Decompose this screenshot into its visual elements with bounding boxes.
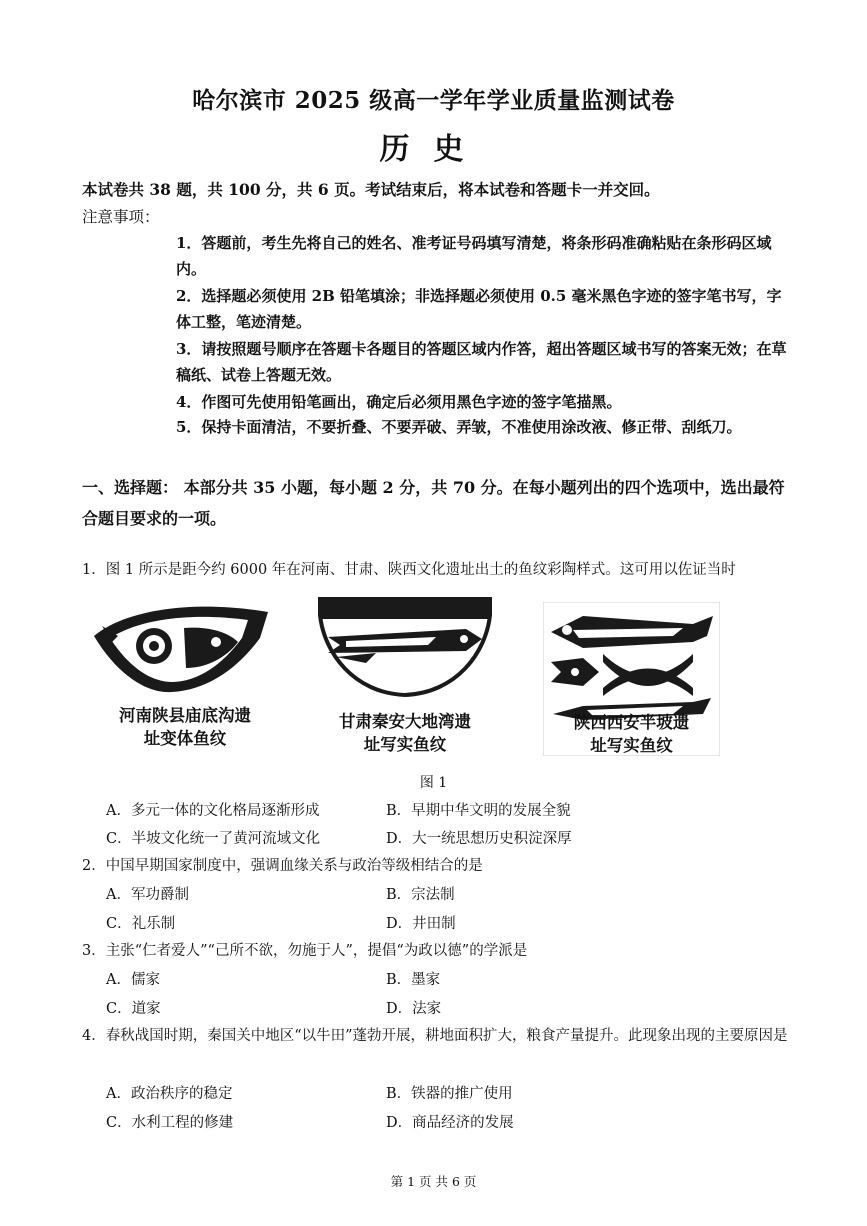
option-c: C．道家 [106, 1001, 161, 1017]
option-a: A．多元一体的文化格局逐渐形成 [106, 803, 320, 819]
fish-pattern-dadiwan-image [316, 593, 494, 701]
option-c: C．礼乐制 [106, 916, 176, 932]
caption-line: 址写实鱼纹 [590, 736, 673, 755]
figure-label: 图 1 [419, 775, 448, 791]
option-c: C．水利工程的修建 [106, 1115, 234, 1131]
option-d: D．商品经济的发展 [386, 1115, 514, 1131]
fish-pattern-miaodigou-image [88, 598, 274, 698]
option-b: B．宗法制 [386, 887, 455, 903]
option-d: D．井田制 [386, 916, 456, 932]
option-d: D．大一统思想历史积淀深厚 [386, 831, 572, 847]
figure-caption [543, 711, 720, 757]
note-item: 3．请按照题号顺序在答题卡各题目的答题区域内作答，超出答题区域书写的答案无效；在草稿纸、试卷上答题无效。 [176, 340, 787, 384]
option-a: A．军功爵制 [106, 887, 189, 903]
option-c: C．半坡文化统一了黄河流域文化 [106, 831, 321, 847]
exam-intro: 本试卷共 38 题，共 100 分，共 6 页。考试结束后，将本试卷和答题卡一并交回。 [82, 180, 660, 199]
caption-line: 址写实鱼纹 [363, 735, 447, 754]
figure-caption [320, 710, 490, 756]
option-a: A．儒家 [106, 972, 160, 988]
question-stem: 1．图 1 所示是距今约 6000 年在河南、甘肃、陕西文化遗址出土的鱼纹彩陶样式。这可用以佐证当时 [82, 562, 736, 578]
option-b: B．墨家 [386, 972, 441, 988]
figure-caption [100, 704, 270, 750]
option-a: A．政治秩序的稳定 [106, 1086, 233, 1102]
exam-title: 哈尔滨市 2025 级高一学年学业质量监测试卷 [192, 87, 675, 114]
question-stem: 3．主张“仁者爱人”“己所不欲，勿施于人”，提倡“为政以德”的学派是 [82, 943, 528, 959]
page-footer: 第 1 页 共 6 页 [390, 1174, 477, 1189]
note-item: 5．保持卡面清洁，不要折叠、不要弄破、弄皱，不准使用涂改液、修正带、刮纸刀。 [176, 418, 742, 436]
section-heading: 一、选择题： 本部分共 35 小题，每小题 2 分，共 70 分。在每小题列出的四个选项中，选出最符合题目要求的一项。 [82, 478, 785, 528]
notice-label: 注意事项： [82, 208, 160, 226]
option-b: B．早期中华文明的发展全貌 [386, 803, 571, 819]
caption-line: 河南陕县庙底沟遗 [119, 706, 251, 725]
option-d: D．法家 [386, 1001, 442, 1017]
subject-title: 历史 [379, 132, 488, 167]
note-item: 4．作图可先使用铅笔画出，确定后必须用黑色字迹的签字笔描黑。 [176, 393, 622, 411]
caption-line: 陕西西安半坡遗 [573, 713, 690, 732]
question-stem: 2．中国早期国家制度中，强调血缘关系与政治等级相结合的是 [82, 858, 483, 874]
note-item: 1．答题前，考生先将自己的姓名、准考证号码填写清楚，将条形码准确粘贴在条形码区域内。 [176, 234, 772, 278]
caption-line: 甘肃秦安大地湾遗 [339, 712, 471, 731]
note-item: 2．选择题必须使用 2B 铅笔填涂；非选择题必须使用 0.5 毫米黑色字迹的签字笔书写，字体工整，笔迹清楚。 [176, 287, 782, 331]
caption-line: 址变体鱼纹 [143, 729, 227, 748]
question-stem: 4．春秋战国时期，秦国关中地区“以牛田”蓬勃开展，耕地面积扩大，粮食产量提升。此现象出现的主要原因是 [82, 1028, 788, 1044]
option-b: B．铁器的推广使用 [386, 1086, 513, 1102]
